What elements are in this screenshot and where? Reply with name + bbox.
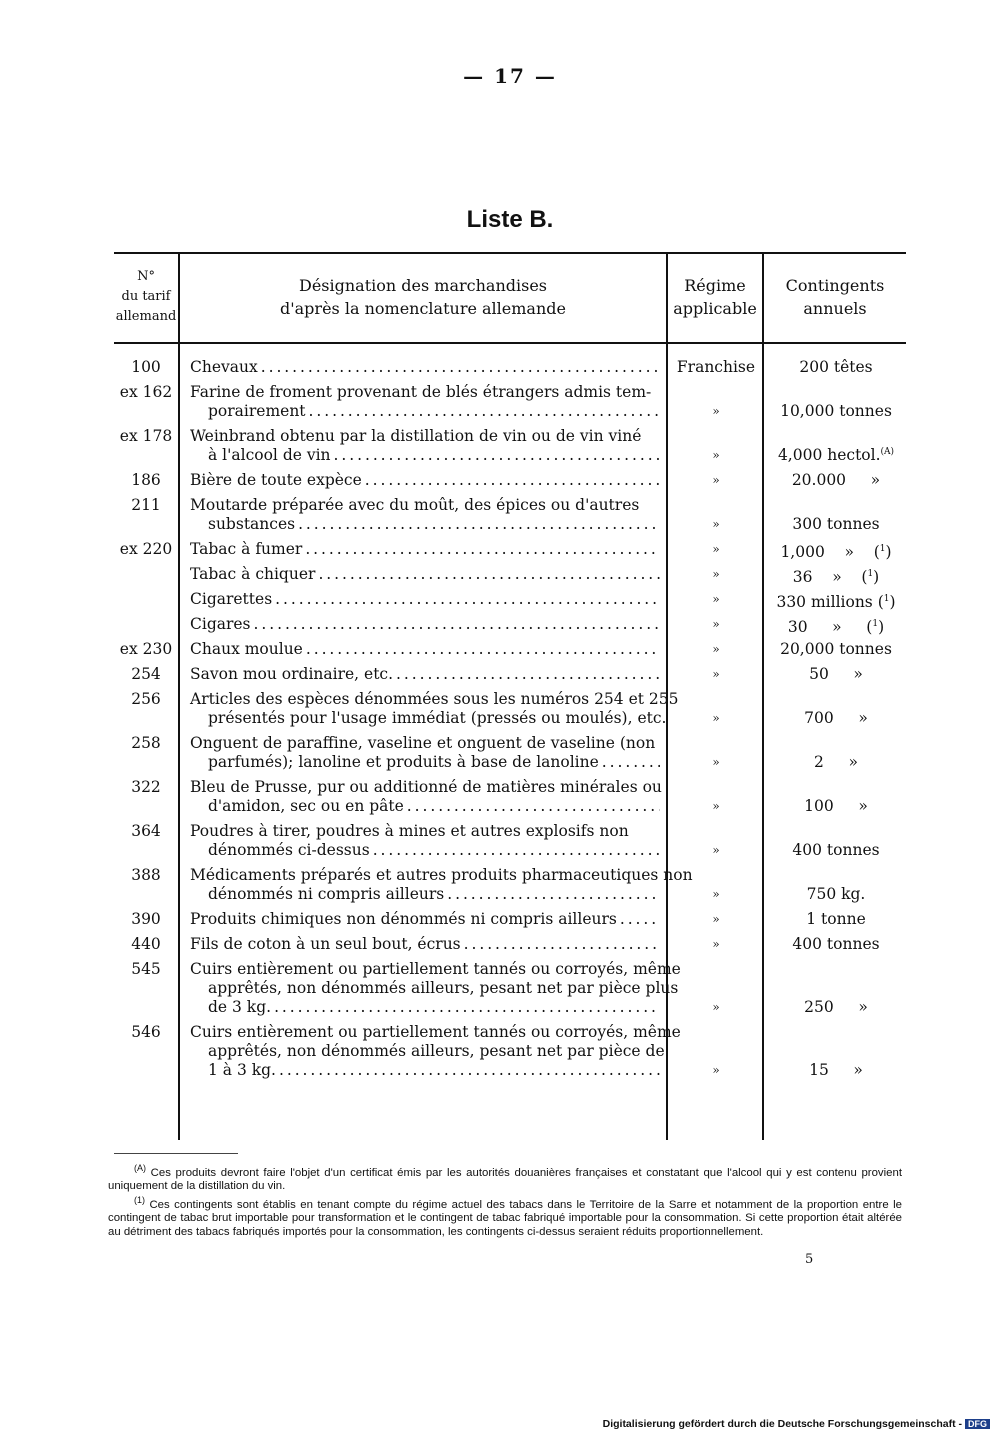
tariff-number: ex 220: [119, 540, 173, 558]
tariff-number: 440: [131, 935, 161, 953]
designation-line: [190, 496, 660, 515]
designation-text: Farine de froment provenant de blés étrangers admis tem-: [190, 383, 652, 401]
designation: [190, 496, 660, 534]
designation: [190, 665, 660, 684]
footnote-ref: 1: [872, 619, 879, 629]
designation: [190, 358, 660, 377]
designation-text: 1 à 3 kg.: [208, 1061, 276, 1079]
regime-value: »: [712, 617, 720, 631]
designation-text: Produits chimiques non dénommés ni compris ailleurs: [190, 910, 617, 928]
designation-line: [190, 841, 660, 860]
designation-line: [190, 935, 660, 954]
regime-value: »: [712, 887, 720, 901]
regime-value: »: [712, 1000, 720, 1014]
designation-text: apprêtés, non dénommés ailleurs, pesant net par pièce de: [208, 1042, 665, 1060]
contingent-value: 700 »: [804, 709, 868, 727]
tariff-number: 322: [131, 778, 161, 796]
designation-line: [190, 1023, 681, 1042]
dot-leader: [331, 446, 660, 465]
dot-leader: [271, 998, 660, 1017]
table-row: [114, 822, 906, 860]
regime-value: »: [712, 711, 720, 725]
designation-line: [190, 665, 660, 684]
table-row: [114, 540, 906, 562]
designation: [190, 471, 660, 490]
header-contingents: Contingents annuels: [785, 276, 885, 318]
designation: [190, 910, 660, 929]
designation-line: [190, 960, 681, 979]
header-tariff-number: N° du tarif allemand: [115, 269, 177, 324]
designation-line: [190, 778, 660, 797]
designation-line: [190, 515, 660, 534]
table-row: [114, 935, 906, 954]
table-row: [114, 358, 906, 377]
header-designation: Désignation des marchandises d'après la nomenclature allemande: [280, 276, 566, 318]
contingent-value: 36 » ($^1$): [792, 568, 880, 587]
table-row: [114, 471, 906, 490]
contingent-value: 4,000 hectol.$^{(A)}$: [777, 446, 895, 464]
footnotes: [108, 1162, 902, 1239]
designation-line: [190, 615, 660, 634]
regime-value: »: [712, 755, 720, 769]
designation-line: [190, 797, 660, 816]
designation: [190, 778, 660, 816]
tariff-number: 388: [131, 866, 161, 884]
designation-text: porairement: [208, 402, 306, 420]
table-row: [114, 778, 906, 816]
designation: [190, 540, 660, 559]
contingent-value: 200 têtes: [799, 358, 873, 376]
dot-leader: [302, 540, 660, 559]
table-header-rule: [114, 342, 906, 344]
designation: [190, 565, 660, 584]
table-body: [114, 358, 906, 1086]
designation-line: [190, 866, 693, 885]
designation-line: [190, 471, 660, 490]
dot-leader: [617, 910, 660, 929]
designation: [190, 935, 660, 954]
designation-line: [190, 446, 660, 465]
footnote-ref: 1: [883, 594, 890, 604]
designation-text: dénommés ci-dessus: [208, 841, 370, 859]
designation-text: Cuirs entièrement ou partiellement tannés ou corroyés, même: [190, 960, 681, 978]
designation-text: dénommés ni compris ailleurs: [208, 885, 445, 903]
contingent-value: 300 tonnes: [792, 515, 880, 533]
footnote-ref: 1: [879, 544, 886, 554]
designation-line: [190, 998, 660, 1017]
tariff-number: 364: [131, 822, 161, 840]
designation-text: Cigares: [190, 615, 251, 633]
table-row: [114, 734, 906, 772]
contingent-value: 15 »: [809, 1061, 863, 1079]
designation-line: [190, 753, 660, 772]
tariff-number: 100: [131, 358, 161, 376]
contingent-value: 400 tonnes: [792, 841, 880, 859]
footnote: [108, 1194, 902, 1239]
regime-value: »: [712, 473, 720, 487]
designation-text: Chevaux: [190, 358, 258, 376]
designation-text: Chaux moulue: [190, 640, 303, 658]
tariff-number: 186: [131, 471, 161, 489]
designation-line: [190, 383, 660, 402]
regime-value: »: [712, 912, 720, 926]
designation-text: Bière de toute expèce: [190, 471, 362, 489]
designation-line: [190, 979, 679, 998]
designation: [190, 590, 660, 609]
designation-text: parfumés); lanoline et produits à base de lanoline: [208, 753, 599, 771]
designation-text: présentés pour l'usage immédiat (pressés ou moulés), etc.: [208, 709, 667, 727]
table-row: [114, 427, 906, 465]
designation: [190, 615, 660, 634]
regime-value: »: [712, 667, 720, 681]
list-title: Liste B.: [466, 206, 554, 233]
designation-line: [190, 358, 660, 377]
designation-text: Cuirs entièrement ou partiellement tannés ou corroyés, même: [190, 1023, 681, 1041]
table-row: [114, 690, 906, 728]
designation-text: Fils de coton à un seul bout, écrus: [190, 935, 461, 953]
designation-text: Médicaments préparés et autres produits pharmaceutiques non: [190, 866, 693, 884]
dot-leader: [599, 753, 660, 772]
table-row: [114, 590, 906, 612]
regime-value: »: [712, 1063, 720, 1077]
contingent-value: 2 »: [814, 753, 858, 771]
designation-text: Savon mou ordinaire, etc.: [190, 665, 394, 683]
contingent-value: 330 millions ($^1$): [776, 593, 896, 612]
table-row: [114, 1023, 906, 1080]
designation-line: [190, 822, 660, 841]
designation-text: Articles des espèces dénommées sous les numéros 254 et 255: [190, 690, 679, 708]
tariff-number: 390: [131, 910, 161, 928]
designation-text: Bleu de Prusse, pur ou additionné de matières minérales ou: [190, 778, 662, 796]
tariff-number: 254: [131, 665, 161, 683]
contingent-value: 750 kg.: [806, 885, 866, 903]
designation-text: de 3 kg.: [208, 998, 272, 1016]
designation-line: [190, 1042, 665, 1061]
footnote-ref: (A): [880, 446, 895, 457]
dfg-logo: DFG: [965, 1419, 990, 1429]
designation-line: [190, 640, 660, 659]
contingent-value: 20,000 tonnes: [780, 640, 892, 658]
designation-text: Onguent de paraffine, vaseline et onguent de vaseline (non: [190, 734, 656, 752]
tariff-number: ex 230: [119, 640, 173, 658]
designation: [190, 866, 693, 904]
designation: [190, 822, 660, 860]
regime-value: »: [712, 642, 720, 656]
tariff-number: 545: [131, 960, 161, 978]
tariff-number: ex 178: [119, 427, 173, 445]
designation-text: Cigarettes: [190, 590, 273, 608]
regime-value: »: [712, 799, 720, 813]
tariff-table: [114, 252, 906, 1140]
dot-leader: [272, 590, 660, 609]
designation-text: Tabac à chiquer: [190, 565, 316, 583]
dot-leader: [461, 935, 660, 954]
footnote-mark: (1): [134, 1194, 145, 1205]
designation-line: [190, 402, 660, 421]
designation: [190, 640, 660, 659]
table-row: [114, 615, 906, 637]
designation-line: [190, 734, 660, 753]
sheet-number: 5: [805, 1252, 814, 1267]
designation-text: Moutarde préparée avec du moût, des épices ou d'autres: [190, 496, 640, 514]
table-row: [114, 866, 906, 904]
contingent-value: 1,000 » ($^1$): [780, 543, 892, 562]
dot-leader: [306, 402, 660, 421]
table-row: [114, 665, 906, 684]
table-row: [114, 640, 906, 659]
tariff-number: 258: [131, 734, 161, 752]
header-regime: Régime applicable: [673, 276, 757, 318]
designation: [190, 690, 679, 728]
dot-leader: [303, 640, 660, 659]
tariff-number: ex 162: [119, 383, 173, 401]
regime-value: »: [712, 567, 720, 581]
designation-text: Weinbrand obtenu par la distillation de vin ou de vin viné: [190, 427, 642, 445]
regime-value: »: [712, 937, 720, 951]
dot-leader: [404, 797, 660, 816]
dot-leader: [370, 841, 660, 860]
designation: [190, 734, 660, 772]
dot-leader: [276, 1061, 660, 1080]
designation-line: [190, 709, 667, 728]
tariff-number: 256: [131, 690, 161, 708]
regime-value: »: [712, 517, 720, 531]
table-row: [114, 565, 906, 587]
contingent-value: 50 »: [809, 665, 863, 683]
dot-leader: [258, 358, 660, 377]
table-row: [114, 496, 906, 534]
designation-line: [190, 565, 660, 584]
regime-value: »: [712, 448, 720, 462]
regime-value: »: [712, 592, 720, 606]
regime-value: Franchise: [676, 358, 756, 376]
regime-value: »: [712, 542, 720, 556]
footnote-ref: 1: [867, 569, 874, 579]
page-number: — 17 —: [463, 64, 557, 88]
designation-text: d'amidon, sec ou en pâte: [208, 797, 404, 815]
dot-leader: [251, 615, 660, 634]
designation-line: [190, 690, 679, 709]
table-row: [114, 383, 906, 421]
designation-text: apprêtés, non dénommés ailleurs, pesant net par pièce plus: [208, 979, 679, 997]
designation: [190, 383, 660, 421]
footnote-mark: (A): [134, 1163, 146, 1173]
contingent-value: 100 »: [804, 797, 868, 815]
designation-text: substances: [208, 515, 296, 533]
contingent-value: 30 » ($^1$): [787, 618, 885, 637]
designation-line: [190, 427, 660, 446]
footnote-text: Ces contingents sont établis en tenant compte du régime actuel des tabacs dans le Territoire de la Sarre et notamment de la proportion entre le contingent de tabac brut importable pour transformation et le contingent de tabac fabriqué importable pour la consommation. Si cette proportion était altérée au détriment des tabacs fabriqués importés pour la consommation, les contingents ci-dessus seraient réduits proportionnellement.: [108, 1198, 902, 1238]
footnote-text: Ces produits devront faire l'objet d'un certificat émis par les autorités douanières françaises et constatant que l'alcool qui y est contenu provient uniquement de la distillation du vin.: [108, 1166, 902, 1193]
contingent-value: 20.000 »: [791, 471, 881, 489]
credit-text: Digitalisierung gefördert durch die Deutsche Forschungsgemeinschaft -: [602, 1418, 962, 1430]
designation-line: [190, 1061, 660, 1080]
designation-text: à l'alcool de vin: [208, 446, 331, 464]
footnote: [108, 1162, 902, 1194]
dot-leader: [393, 665, 660, 684]
table-row: [114, 960, 906, 1017]
contingent-value: 1 tonne: [806, 910, 866, 928]
regime-value: »: [712, 843, 720, 857]
designation-line: [190, 590, 660, 609]
regime-value: »: [712, 404, 720, 418]
designation: [190, 960, 681, 1017]
contingent-value: 250 »: [804, 998, 868, 1016]
designation: [190, 427, 660, 465]
dot-leader: [315, 565, 660, 584]
designation-line: [190, 885, 660, 904]
contingent-value: 400 tonnes: [792, 935, 880, 953]
designation-line: [190, 910, 660, 929]
designation: [190, 1023, 681, 1080]
dot-leader: [444, 885, 660, 904]
designation-text: Poudres à tirer, poudres à mines et autres explosifs non: [190, 822, 629, 840]
digitization-credit: [603, 1418, 990, 1430]
designation-text: Tabac à fumer: [190, 540, 303, 558]
table-row: [114, 910, 906, 929]
tariff-number: 546: [131, 1023, 161, 1041]
dot-leader: [362, 471, 660, 490]
footnote-rule: [114, 1153, 238, 1154]
dot-leader: [295, 515, 660, 534]
tariff-number: 211: [131, 496, 161, 514]
contingent-value: 10,000 tonnes: [780, 402, 892, 420]
designation-line: [190, 540, 660, 559]
